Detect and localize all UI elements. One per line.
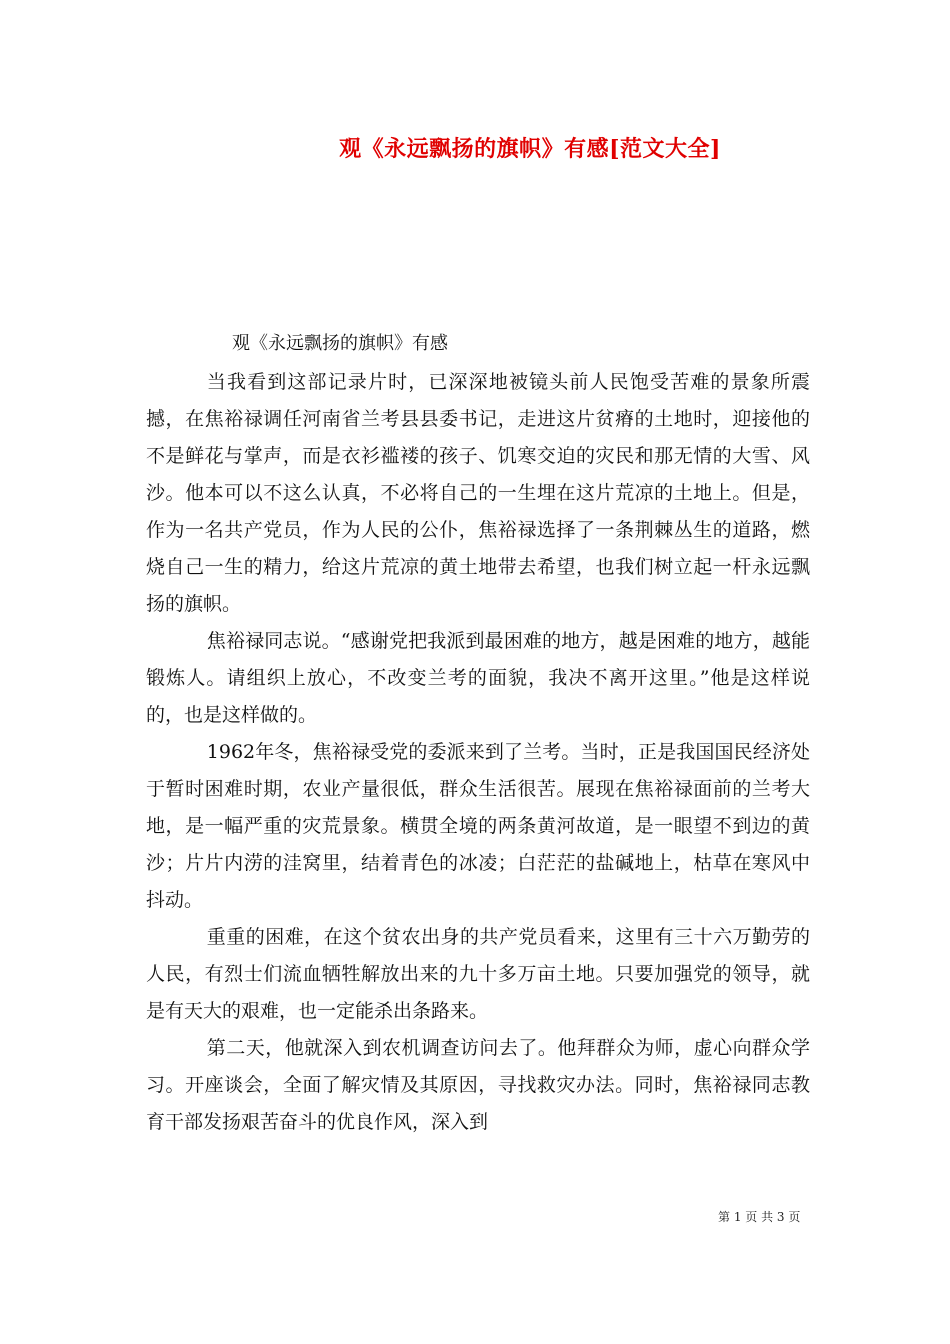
- document-title: 观《永远飘扬的旗帜》有感[范文大全]: [339, 136, 721, 162]
- page-number-footer: 第 1 页 共 3 页: [718, 1210, 801, 1224]
- article-subtitle: 观《永远飘扬的旗帜》有感: [232, 333, 448, 354]
- article-body: [146, 364, 810, 1141]
- paragraph-5: 第二天，他就深入到农机调查访问去了。他拜群众为师，虚心向群众学习。开座谈会，全面了解灾情及其原因，寻找救灾办法。同时，焦裕禄同志教育干部发扬艰苦奋斗的优良作风，深入到: [146, 1037, 810, 1133]
- paragraph-3: 1962年冬，焦裕禄受党的委派来到了兰考。当时，正是我国国民经济处于暂时困难时期，农业产量很低，群众生活很苦。展现在焦裕禄面前的兰考大地，是一幅严重的灾荒景象。横贯全境的两条黄河故道，是一眼望不到边的黄沙；片片内涝的洼窝里，结着青色的冰凌；白茫茫的盐碱地上，枯草在寒风中抖动。: [146, 741, 810, 911]
- paragraph-4: 重重的困难，在这个贫农出身的共产党员看来，这里有三十六万勤劳的人民，有烈士们流血牺牲解放出来的九十多万亩土地。只要加强党的领导，就是有天大的艰难，也一定能杀出条路来。: [146, 926, 810, 1022]
- paragraph-2: 焦裕禄同志说。“感谢党把我派到最困难的地方，越是困难的地方，越能锻炼人。请组织上放心，不改变兰考的面貌，我决不离开这里。”他是这样说的，也是这样做的。: [146, 630, 810, 726]
- paragraph-1: 当我看到这部记录片时，已深深地被镜头前人民饱受苦难的景象所震撼，在焦裕禄调任河南省兰考县县委书记，走进这片贫瘠的土地时，迎接他的不是鲜花与掌声，而是衣衫褴褛的孩子、饥寒交迫的灾民和那无情的大雪、风沙。他本可以不这么认真，不必将自己的一生埋在这片荒凉的土地上。但是，作为一名共产党员，作为人民的公仆，焦裕禄选择了一条荆棘丛生的道路，燃烧自己一生的精力，给这片荒凉的黄土地带去希望，也我们树立起一杆永远飘扬的旗帜。: [146, 371, 810, 615]
